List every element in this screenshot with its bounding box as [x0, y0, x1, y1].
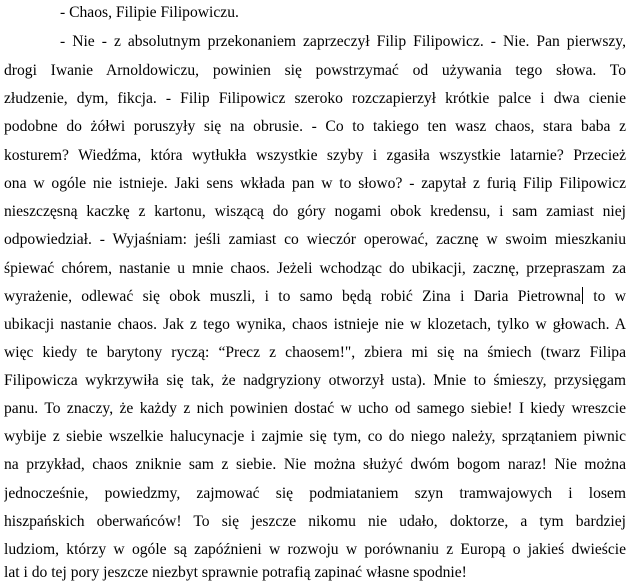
text-cursor [582, 287, 583, 304]
text-line: lat i do tej pory jeszcze niezbyt sprawnie potrafią zapinać własne spodnie! [4, 564, 467, 581]
text-line: nieszczęsną kaczkę z kartonu, wiszącą do góry nogami obok kredensu, i sam zamiast niej [4, 203, 626, 220]
text-line: - Nie - z absolutnym przekonaniem zaprzeczył Filip Filipowicz. - Nie. Pan pierwszy, [60, 33, 626, 50]
text-line: więc kiedy te barytony ryczą: “Precz z chaosem!", zbiera mi się na śmiech (twarz Filipa [4, 344, 626, 361]
text-line: ona w ogóle nie istnieje. Jaki sens wkłada pan w to słowo? - zapytał z furią Filip Filipowicz [4, 175, 626, 192]
text-line: - Chaos, Filipie Filipowiczu. [60, 4, 239, 21]
text-line: kosturem? Wiedźma, która wytłukła wszystkie szyby i zgasiła wszystkie latarnie? Przecież [4, 147, 626, 164]
text-line: panu. To znaczy, że każdy z nich powinien dostać w ucho od samego siebie! I kiedy wreszcie [4, 400, 626, 417]
text-line: na przykład, chaos zniknie sam z siebie. Nie można służyć dwóm bogom naraz! Nie można [4, 456, 626, 473]
document-page[interactable] [4, 0, 626, 581]
text-line: podobne do żółwi poruszyły się na obrusie. - Co to takiego ten wasz chaos, stara baba z [4, 118, 626, 135]
text-line: hiszpańskich oberwańców! To się jeszcze nikomu nie udało, doktorze, a tym bardziej [4, 513, 626, 530]
text-line: odpowiedział. - Wyjaśniam: jeśli zamiast co wieczór operować, zacznę w swoim mieszkaniu [4, 231, 626, 248]
text-line: jednocześnie, powiedzmy, zajmować się podmiataniem szyn tramwajowych i losem [4, 485, 626, 502]
text-line-segment: wyrażenie, odlewać się obok muszli, i to samo będą robić Zina i Daria Pietrowna to w [4, 288, 626, 305]
text-line: Filipowicza wykrzywiła się tak, że nadgryziony otworzył usta). Mnie to śmieszy, przysięgam [4, 372, 626, 389]
text-line: śpiewać chórem, nastanie u mnie chaos. Jeżeli wchodząc do ubikacji, zacznę, przepraszam za [4, 260, 626, 277]
text-line: drogi Iwanie Arnoldowiczu, powinien się powstrzymać od używania tego słowa. To [4, 62, 626, 79]
text-line: ubikacji nastanie chaos. Jak z tego wynika, chaos istnieje nie w klozetach, tylko w głowach. A [4, 316, 626, 333]
text-line: złudzenie, dym, fikcja. - Filip Filipowicz szeroko rozczapierzył krótkie palce i dwa cienie [4, 90, 626, 107]
text-line-with-caret [4, 284, 626, 310]
text-line: wybije z siebie wszelkie halucynacje i zajmie się tym, co do niego należy, sprzątaniem piwnic [4, 428, 626, 445]
text-line: ludziom, którzy w ogóle są zapóźnieni w rozwoju w porównaniu z Europą o jakieś dwieście [4, 541, 626, 558]
